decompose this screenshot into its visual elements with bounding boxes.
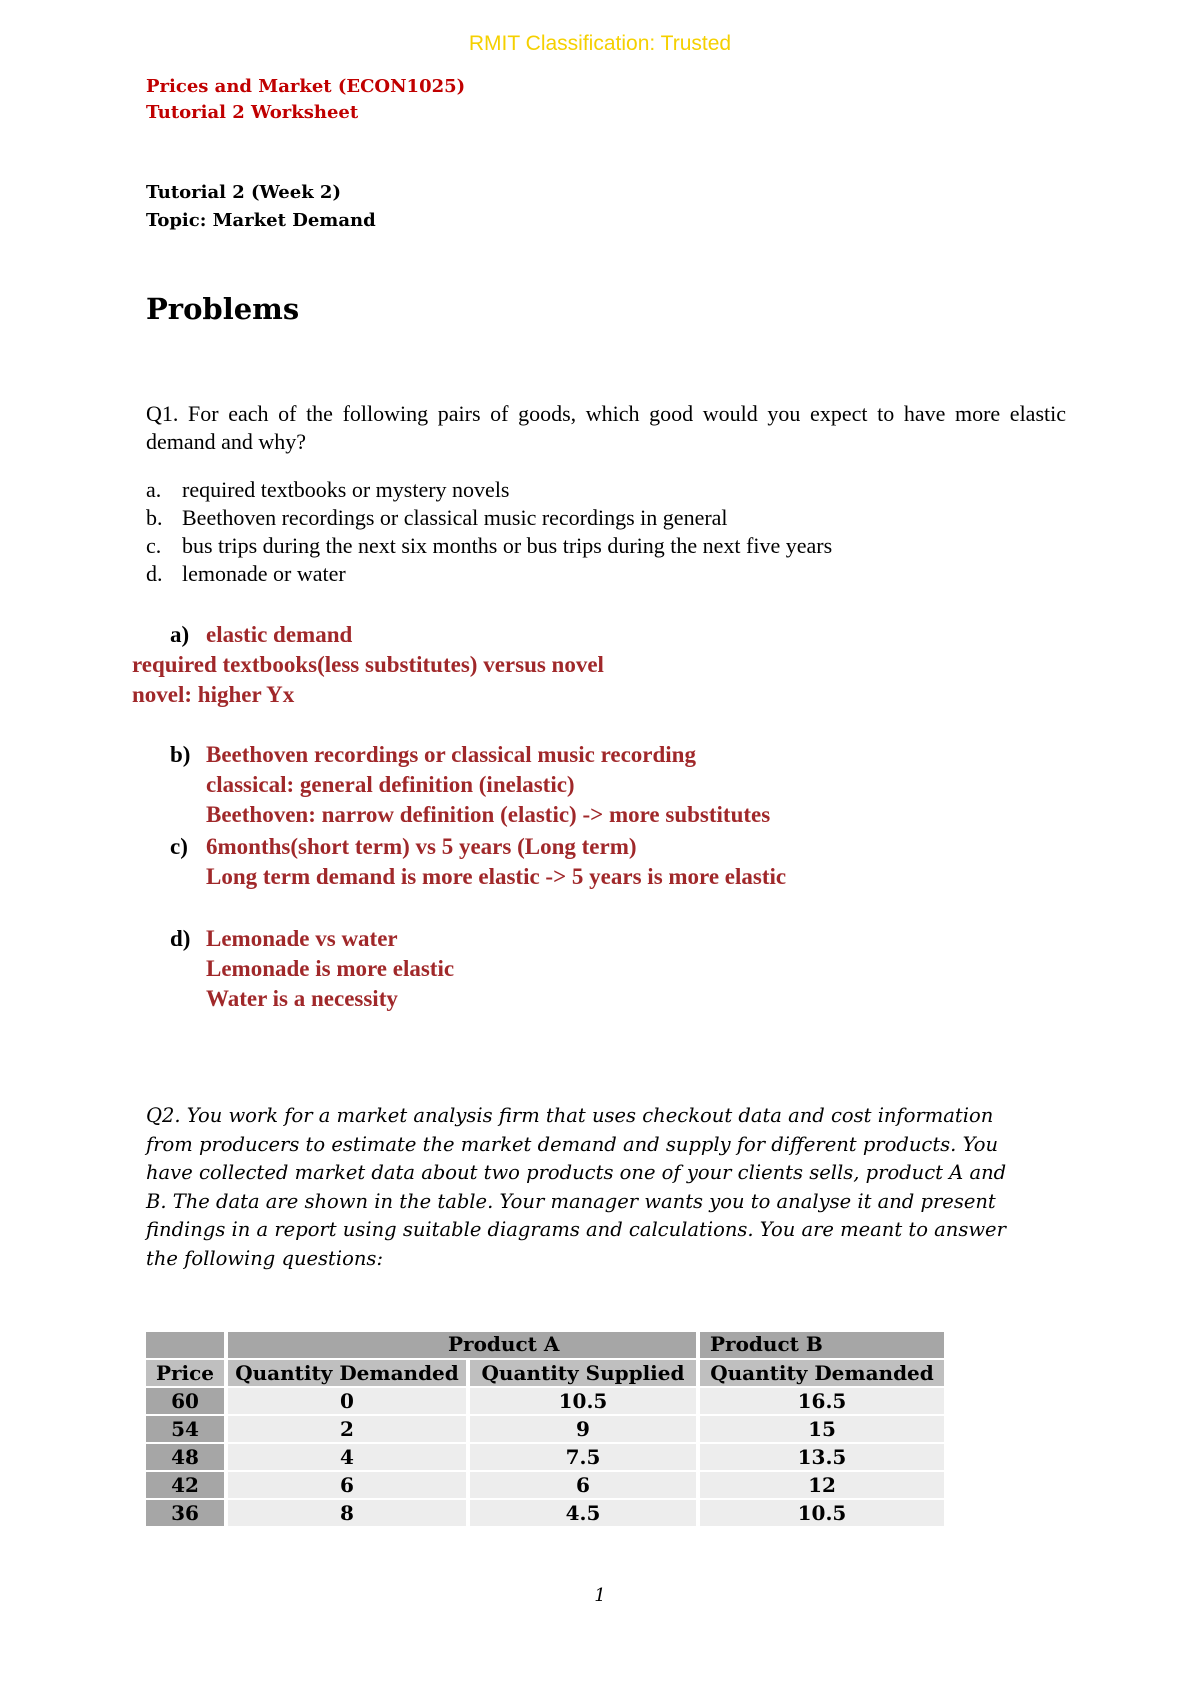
option-a: a. required textbooks or mystery novels <box>146 477 510 502</box>
column-header: Quantity Demanded <box>700 1360 944 1386</box>
table-row: 60 0 10.5 16.5 <box>146 1388 944 1414</box>
option-c: c. bus trips during the next six months or bus trips during the next five years <box>146 533 833 558</box>
table-row: 42 6 6 12 <box>146 1472 944 1498</box>
page-number: 1 <box>594 1585 606 1606</box>
tutorial-label: Tutorial 2 (Week 2) <box>146 182 341 203</box>
product-b-header: Product B <box>700 1332 944 1358</box>
column-header: Quantity Supplied <box>470 1360 696 1386</box>
table-row: 36 8 4.5 10.5 <box>146 1500 944 1526</box>
question-2: Q2. You work for a market analysis firm that uses checkout data and cost information from producers to estimate the market demand and supply for different products. You have collected market data about two products one of your clients sells, product A and B. The data are shown in the table. Your manager wants you to analyse it and present findings in a report using suitable diagrams and calculations. You are meant to answer the following questions: <box>146 1104 1007 1270</box>
column-header-row <box>146 1360 944 1386</box>
classification-label: RMIT Classification: Trusted <box>468 32 732 55</box>
column-header: Price <box>146 1360 224 1386</box>
answer-a-detail: required textbooks(less substitutes) versus novel novel: higher Yx <box>132 652 604 707</box>
answer-b: b) Beethoven recordings or classical music recording classical: general definition (inelastic) Beethoven: narrow definition (elastic) -> more substitutes <box>170 742 771 827</box>
answer-d: d) Lemonade vs water Lemonade is more elastic Water is a necessity <box>170 926 455 1011</box>
option-b: b. Beethoven recordings or classical music recordings in general <box>146 505 728 530</box>
table-row: 54 2 9 15 <box>146 1416 944 1442</box>
question-1: Q1. For each of the following pairs of goods, which good would you expect to have more elastic demand and why? <box>146 401 1066 454</box>
table-row: 48 4 7.5 13.5 <box>146 1444 944 1470</box>
question-1-options <box>146 476 832 588</box>
product-header-row <box>146 1332 944 1358</box>
course-title: Prices and Market (ECON1025) <box>146 76 466 97</box>
option-d: d. lemonade or water <box>146 561 346 586</box>
topic-label: Topic: Market Demand <box>146 210 376 231</box>
market-data-table <box>146 1330 944 1528</box>
worksheet-title: Tutorial 2 Worksheet <box>146 102 359 123</box>
answer-a: a) elastic demand <box>170 622 353 647</box>
answer-c: c) 6months(short term) vs 5 years (Long term) Long term demand is more elastic -> 5 years is more elastic <box>170 834 787 889</box>
product-a-header: Product A <box>228 1332 696 1358</box>
column-header: Quantity Demanded <box>228 1360 466 1386</box>
section-title: Problems <box>146 292 300 326</box>
